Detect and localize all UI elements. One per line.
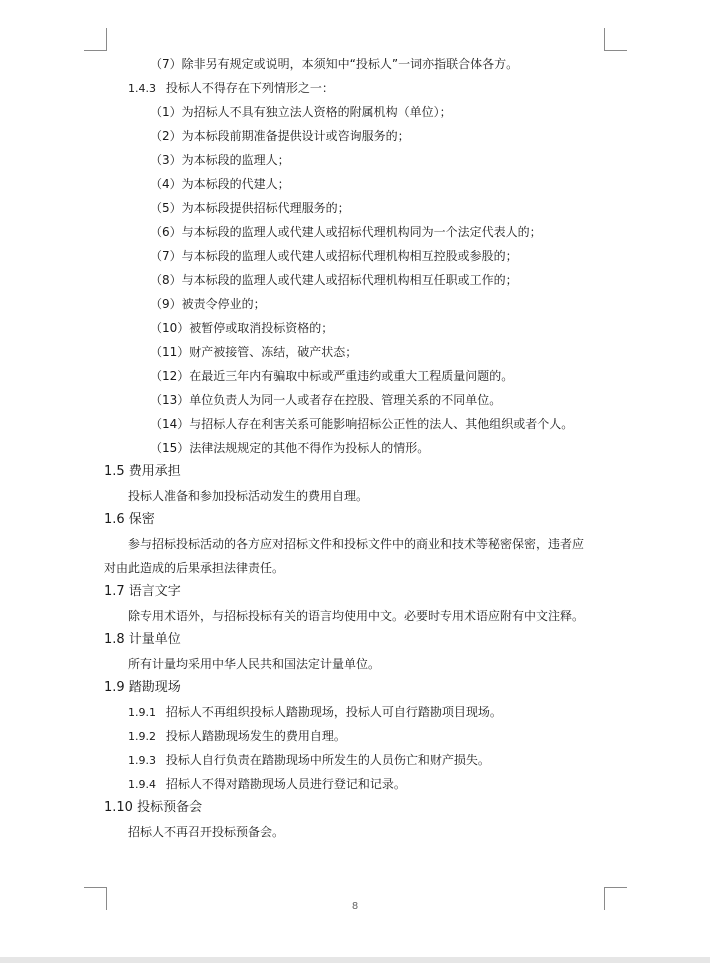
clause-1-9-2 (128, 728, 346, 745)
clause-text: 投标人踏勘现场发生的费用自理。 (165, 729, 346, 743)
clause-1-9-1 (128, 704, 502, 721)
list-item: （2）为本标段前期准备提供设计或咨询服务的； (150, 129, 410, 143)
list-item: （7）与本标段的监理人或代建人或招标代理机构相互控股或参股的； (150, 249, 518, 263)
list-item: （14）与招标人存在利害关系可能影响招标公正性的法人、其他组织或者个人。 (150, 417, 574, 431)
paragraph: 招标人不再召开投标预备会。 (128, 825, 285, 839)
paragraph: 所有计量均采用中华人民共和国法定计量单位。 (128, 657, 381, 671)
list-item: （4）为本标段的代建人； (150, 177, 290, 191)
clause-text: 招标人不再组织投标人踏勘现场，投标人可自行踏勘项目现场。 (165, 705, 502, 719)
clause-1-9-3 (128, 752, 490, 769)
list-item: （13）单位负责人为同一人或者存在控股、管理关系的不同单位。 (150, 393, 502, 407)
section-heading-1-7: 1.7 语言文字 (104, 584, 181, 599)
list-item: （15）法律法规规定的其他不得作为投标人的情形。 (150, 441, 430, 455)
paragraph: 投标人准备和参加投标活动发生的费用自理。 (128, 489, 369, 503)
clause-text: 投标人自行负责在踏勘现场中所发生的人员伤亡和财产损失。 (165, 753, 490, 767)
list-item: （5）为本标段提供招标代理服务的； (150, 201, 350, 215)
paragraph-continued: 对由此造成的后果承担法律责任。 (104, 561, 285, 575)
clause-1-4-3 (128, 80, 334, 97)
clause-number: 1.4.3 (128, 82, 156, 95)
clause-text: 招标人不得对踏勘现场人员进行登记和记录。 (165, 777, 406, 791)
list-item: （9）被责令停业的； (150, 297, 266, 311)
clause-number: 1.9.1 (128, 706, 156, 719)
list-item: （12）在最近三年内有骗取中标或严重违约或重大工程质量问题的。 (150, 369, 514, 383)
crop-mark-top-right (604, 28, 627, 51)
list-item: （11）财产被接管、冻结，破产状态； (150, 345, 358, 359)
clause-number: 1.9.4 (128, 778, 156, 791)
clause-item-7: （7）除非另有规定或说明，本须知中“投标人”一词亦指联合体各方。 (150, 57, 519, 71)
list-item: （1）为招标人不具有独立法人资格的附属机构（单位）； (150, 105, 452, 119)
paragraph: 除专用术语外，与招标投标有关的语言均使用中文。必要时专用术语应附有中文注释。 (128, 609, 585, 623)
list-item: （3）为本标段的监理人； (150, 153, 290, 167)
page-bottom-edge (0, 957, 710, 963)
list-item: （8）与本标段的监理人或代建人或招标代理机构相互任职或工作的； (150, 273, 518, 287)
clause-1-9-4 (128, 776, 406, 793)
section-heading-1-6: 1.6 保密 (104, 512, 155, 527)
crop-mark-top-left (84, 28, 107, 51)
paragraph: 参与招标投标活动的各方应对招标文件和投标文件中的商业和技术等秘密保密，违者应 (128, 537, 585, 551)
section-heading-1-8: 1.8 计量单位 (104, 632, 181, 647)
section-heading-1-10: 1.10 投标预备会 (104, 800, 203, 815)
clause-number: 1.9.3 (128, 754, 156, 767)
list-item: （6）与本标段的监理人或代建人或招标代理机构同为一个法定代表人的； (150, 225, 542, 239)
section-heading-1-9: 1.9 踏勘现场 (104, 680, 181, 695)
list-item: （10）被暂停或取消投标资格的； (150, 321, 334, 335)
section-heading-1-5: 1.5 费用承担 (104, 464, 181, 479)
clause-text: 投标人不得存在下列情形之一： (165, 81, 334, 95)
page-number: 8 (351, 901, 359, 912)
clause-number: 1.9.2 (128, 730, 156, 743)
